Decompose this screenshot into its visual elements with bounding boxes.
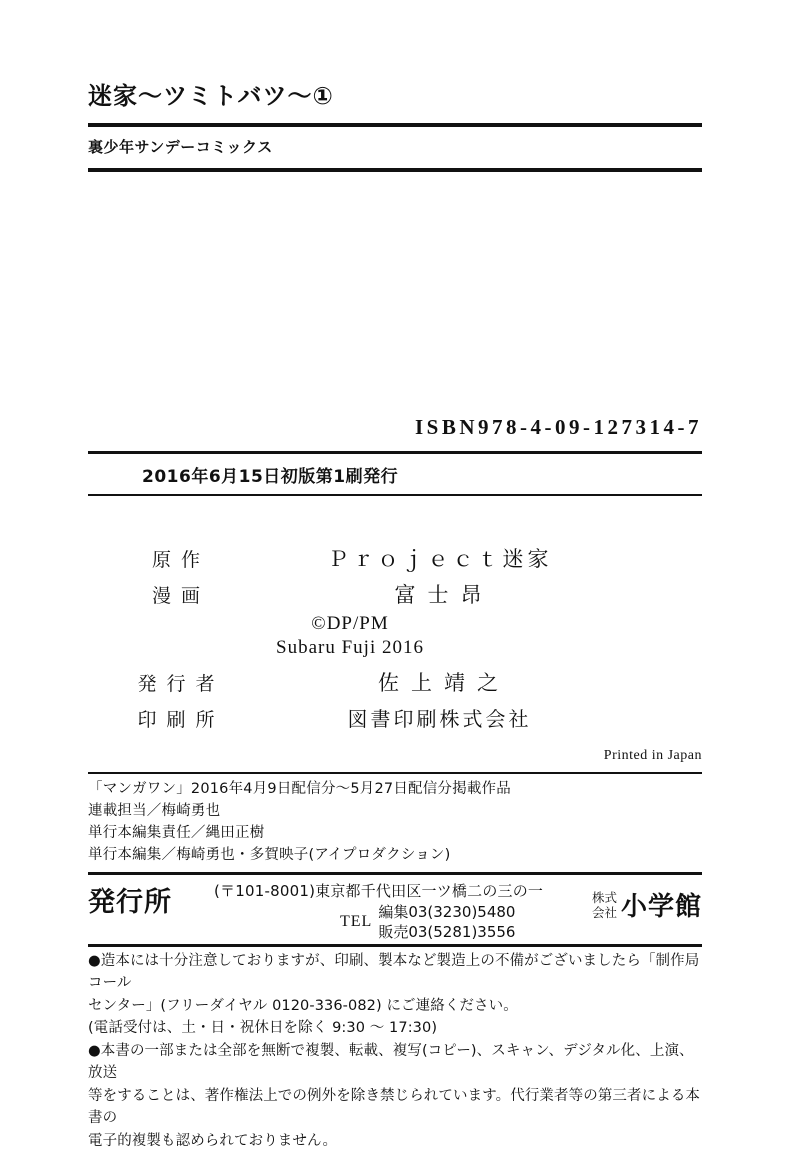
tel-line-sales: 販売03(5281)3556 [378,923,516,942]
publication-date: 2016年6月15日初版第1刷発行 [142,467,399,487]
divider-series [88,168,702,172]
series-label: 裏少年サンデーコミックス [88,137,273,156]
notice-line: 電子的複製も認められておりません。 [88,1132,338,1149]
credit-label: 印刷所 [137,709,225,731]
staff-line: 単行本編集／梅崎勇也・多賀映子(アイプロダクション) [88,847,451,864]
isbn-text: ISBN978-4-09-127314-7 [415,415,702,439]
staff-list [88,778,702,866]
staff-line: 「マンガワン」2016年4月9日配信分～5月27日配信分掲載作品 [88,781,511,797]
company-form-line-2: 会社 [591,904,617,920]
credit-row [88,667,702,697]
credit-value: 佐上靖之 [378,671,510,695]
notice-line: ●本書の一部または全部を無断で複製、転載、複写(コピー)、スキャン、デジタル化、上演、放送 [88,1042,694,1082]
credit-label: 発行者 [137,673,225,695]
notice-line: 等をすることは、著作権法上での例外を除き禁じられています。代行業者等の第三者による本書の [88,1087,701,1127]
credit-row [88,579,702,609]
notice-line: (電話受付は、土・日・祝休日を除く 9:30 ～ 17:30) [88,1020,438,1037]
credit-value: 富士昂 [394,583,494,607]
credits-table [88,543,702,738]
staff-line: 単行本編集責任／縄田正樹 [88,825,265,842]
publisher-label: 発行所 [88,887,172,918]
credit-value: Ｐｒｏｊｅｃｔ迷家 [327,547,553,571]
divider-pubdate [88,494,702,496]
divider-publisher [88,944,702,947]
page-title: 迷家～ツミトバツ～① [88,82,334,110]
tel-line-editorial: 編集03(3230)5480 [378,903,516,921]
tel-label: TEL [340,913,373,931]
credit-label: 原作 [151,549,210,571]
credit-row [88,543,702,573]
publisher-telephone [340,902,515,943]
credit-row [88,703,702,732]
printed-in-japan: Printed in Japan [603,748,702,763]
credit-value: 図書印刷株式会社 [347,707,532,731]
legal-notices [88,950,702,1152]
divider-staff [88,872,702,875]
company-form [592,890,617,920]
publisher-address: (〒101-8001)東京都千代田区一ツ橋二の三の一 [214,882,544,900]
title-block [88,82,702,172]
publisher-imprint [592,886,702,923]
staff-line: 連載担当／梅崎勇也 [88,803,221,820]
publisher-block [88,876,702,942]
publisher-name: 小学館 [620,892,702,922]
company-form-line-1: 株式 [591,889,617,905]
copyright-line-2: Subaru Fuji 2016 [276,637,424,658]
copyright-line-1: ©DP/PM [311,613,389,634]
credit-label: 漫画 [151,585,210,607]
notice-line: センター」(フリーダイヤル 0120-336-082) にご連絡ください。 [88,997,518,1014]
notice-line: ●造本には十分注意しておりますが、印刷、製本など製造上の不備がございましたら「制作局コール [88,953,700,992]
divider-isbn [88,451,702,454]
divider-credits [88,772,702,774]
tel-lines [378,902,515,943]
divider-title [88,123,702,127]
